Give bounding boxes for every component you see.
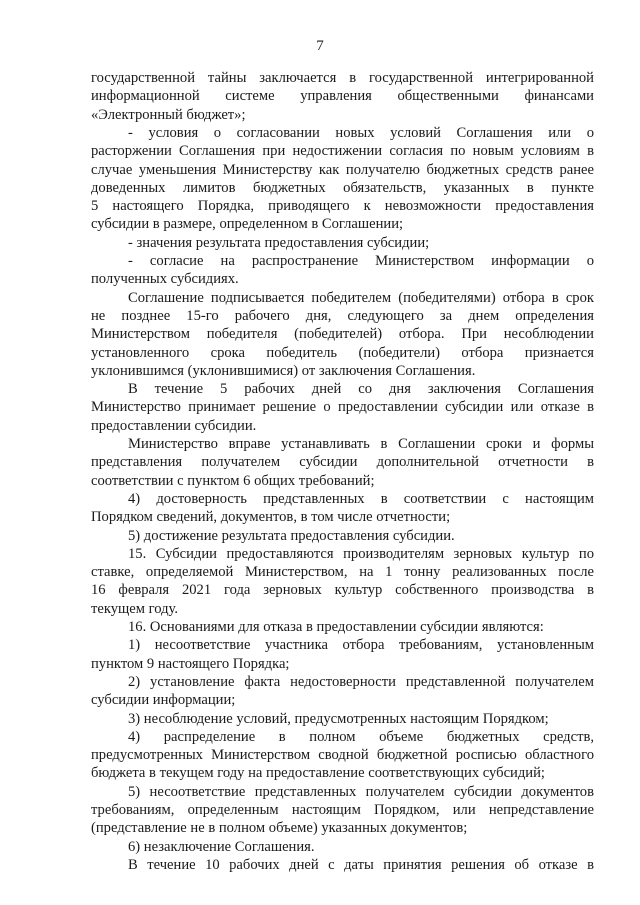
text-line: не позднее 15-го рабочего дня, следующего за днем определения — [91, 307, 594, 324]
text-line: - значения результата предоставления субсидии; — [128, 234, 430, 251]
text-line: информационной системе управления общественными финансами — [91, 88, 594, 105]
text-line: ставке, определяемой Министерством, на 1 тонну реализованных после — [91, 564, 594, 581]
text-line: требованиям, определенным настоящим Порядком, или непредставление — [91, 802, 594, 818]
text-line: Порядком сведений, документов, в том числе отчетности; — [91, 509, 451, 526]
text-line: 5 настоящего Порядка, приводящего к невозможности предоставления — [91, 198, 594, 215]
text-line: субсидии информации; — [91, 692, 236, 709]
text-line: 1) несоответствие участника отбора требованиям, установленным — [128, 637, 594, 654]
text-line: 15. Субсидии предоставляются производителям зерновых культур по — [128, 545, 594, 562]
text-line: - условия о согласовании новых условий Соглашения или о — [128, 124, 594, 141]
text-line: 2) установление факта недостоверности представленной получателем — [128, 673, 594, 690]
text-line: установленного срока победитель (победители) отбора признается — [91, 344, 594, 361]
text-line: субсидии в размере, определенном в Соглашении; — [91, 216, 404, 233]
text-line: бюджета в текущем году на предоставление соответствующих субсидий; — [91, 765, 545, 782]
text-line: текущем году. — [91, 600, 179, 617]
text-line: 4) достоверность представленных в соответствии с настоящим — [128, 490, 594, 507]
text-line: случае уменьшения Министерству как получателю бюджетных средств ранее — [91, 161, 594, 178]
text-line: пунктом 9 настоящего Порядка; — [91, 655, 290, 672]
text-line: (представление не в полном объеме) указанных документов; — [91, 820, 468, 837]
text-line: - согласие на распространение Министерством информации о — [128, 253, 594, 269]
text-line: Министерство принимает решение о предоставлении субсидии или отказе в — [91, 399, 594, 416]
text-line: государственной тайны заключается в государственной интегрированной — [91, 70, 594, 86]
text-line: 6) незаключение Соглашения. — [128, 838, 315, 855]
text-line: расторжении Соглашения при недостижении согласия по новым условиям в — [91, 143, 594, 160]
text-line: 5) достижение результата предоставления субсидии. — [128, 527, 455, 544]
text-line: соответствии с пунктом 6 общих требований; — [91, 472, 375, 489]
text-line: 16 февраля 2021 года зерновых культур собственного производства в — [91, 582, 594, 599]
text-line: В течение 5 рабочих дней со дня заключения Соглашения — [128, 381, 594, 398]
text-line: предоставлении субсидии. — [91, 417, 257, 434]
text-line: доведенных лимитов бюджетных обязательств, указанных в пункте — [91, 179, 594, 196]
text-line: уклонившимся (уклонившимися) от заключения Соглашения. — [91, 362, 476, 379]
text-line: 3) несоблюдение условий, предусмотренных настоящим Порядком; — [128, 710, 549, 727]
text-line: 4) распределение в полном объеме бюджетных средств, — [128, 728, 594, 745]
text-line: Соглашение подписывается победителем (победителями) отбора в срок — [128, 289, 594, 306]
text-line: полученных субсидиях. — [91, 271, 239, 288]
text-line: 16. Основаниями для отказа в предоставлении субсидии являются: — [128, 619, 544, 635]
text-line: «Электронный бюджет»; — [91, 106, 246, 123]
text-line: представления получателем субсидии дополнительной отчетности в — [91, 454, 594, 471]
page-number: 7 — [316, 38, 324, 54]
text-line: В течение 10 рабочих дней с даты принятия решения об отказе в — [128, 856, 594, 873]
text-line: 5) несоответствие представленных получателем субсидии документов — [128, 783, 594, 800]
text-line: Министерство вправе устанавливать в Соглашении сроки и формы — [128, 436, 594, 452]
text-line: Министерством победителя (победителей) отбора. При несоблюдении — [91, 326, 594, 343]
text-line: предусмотренных Министерством сводной бюджетной росписью областного — [91, 747, 594, 764]
